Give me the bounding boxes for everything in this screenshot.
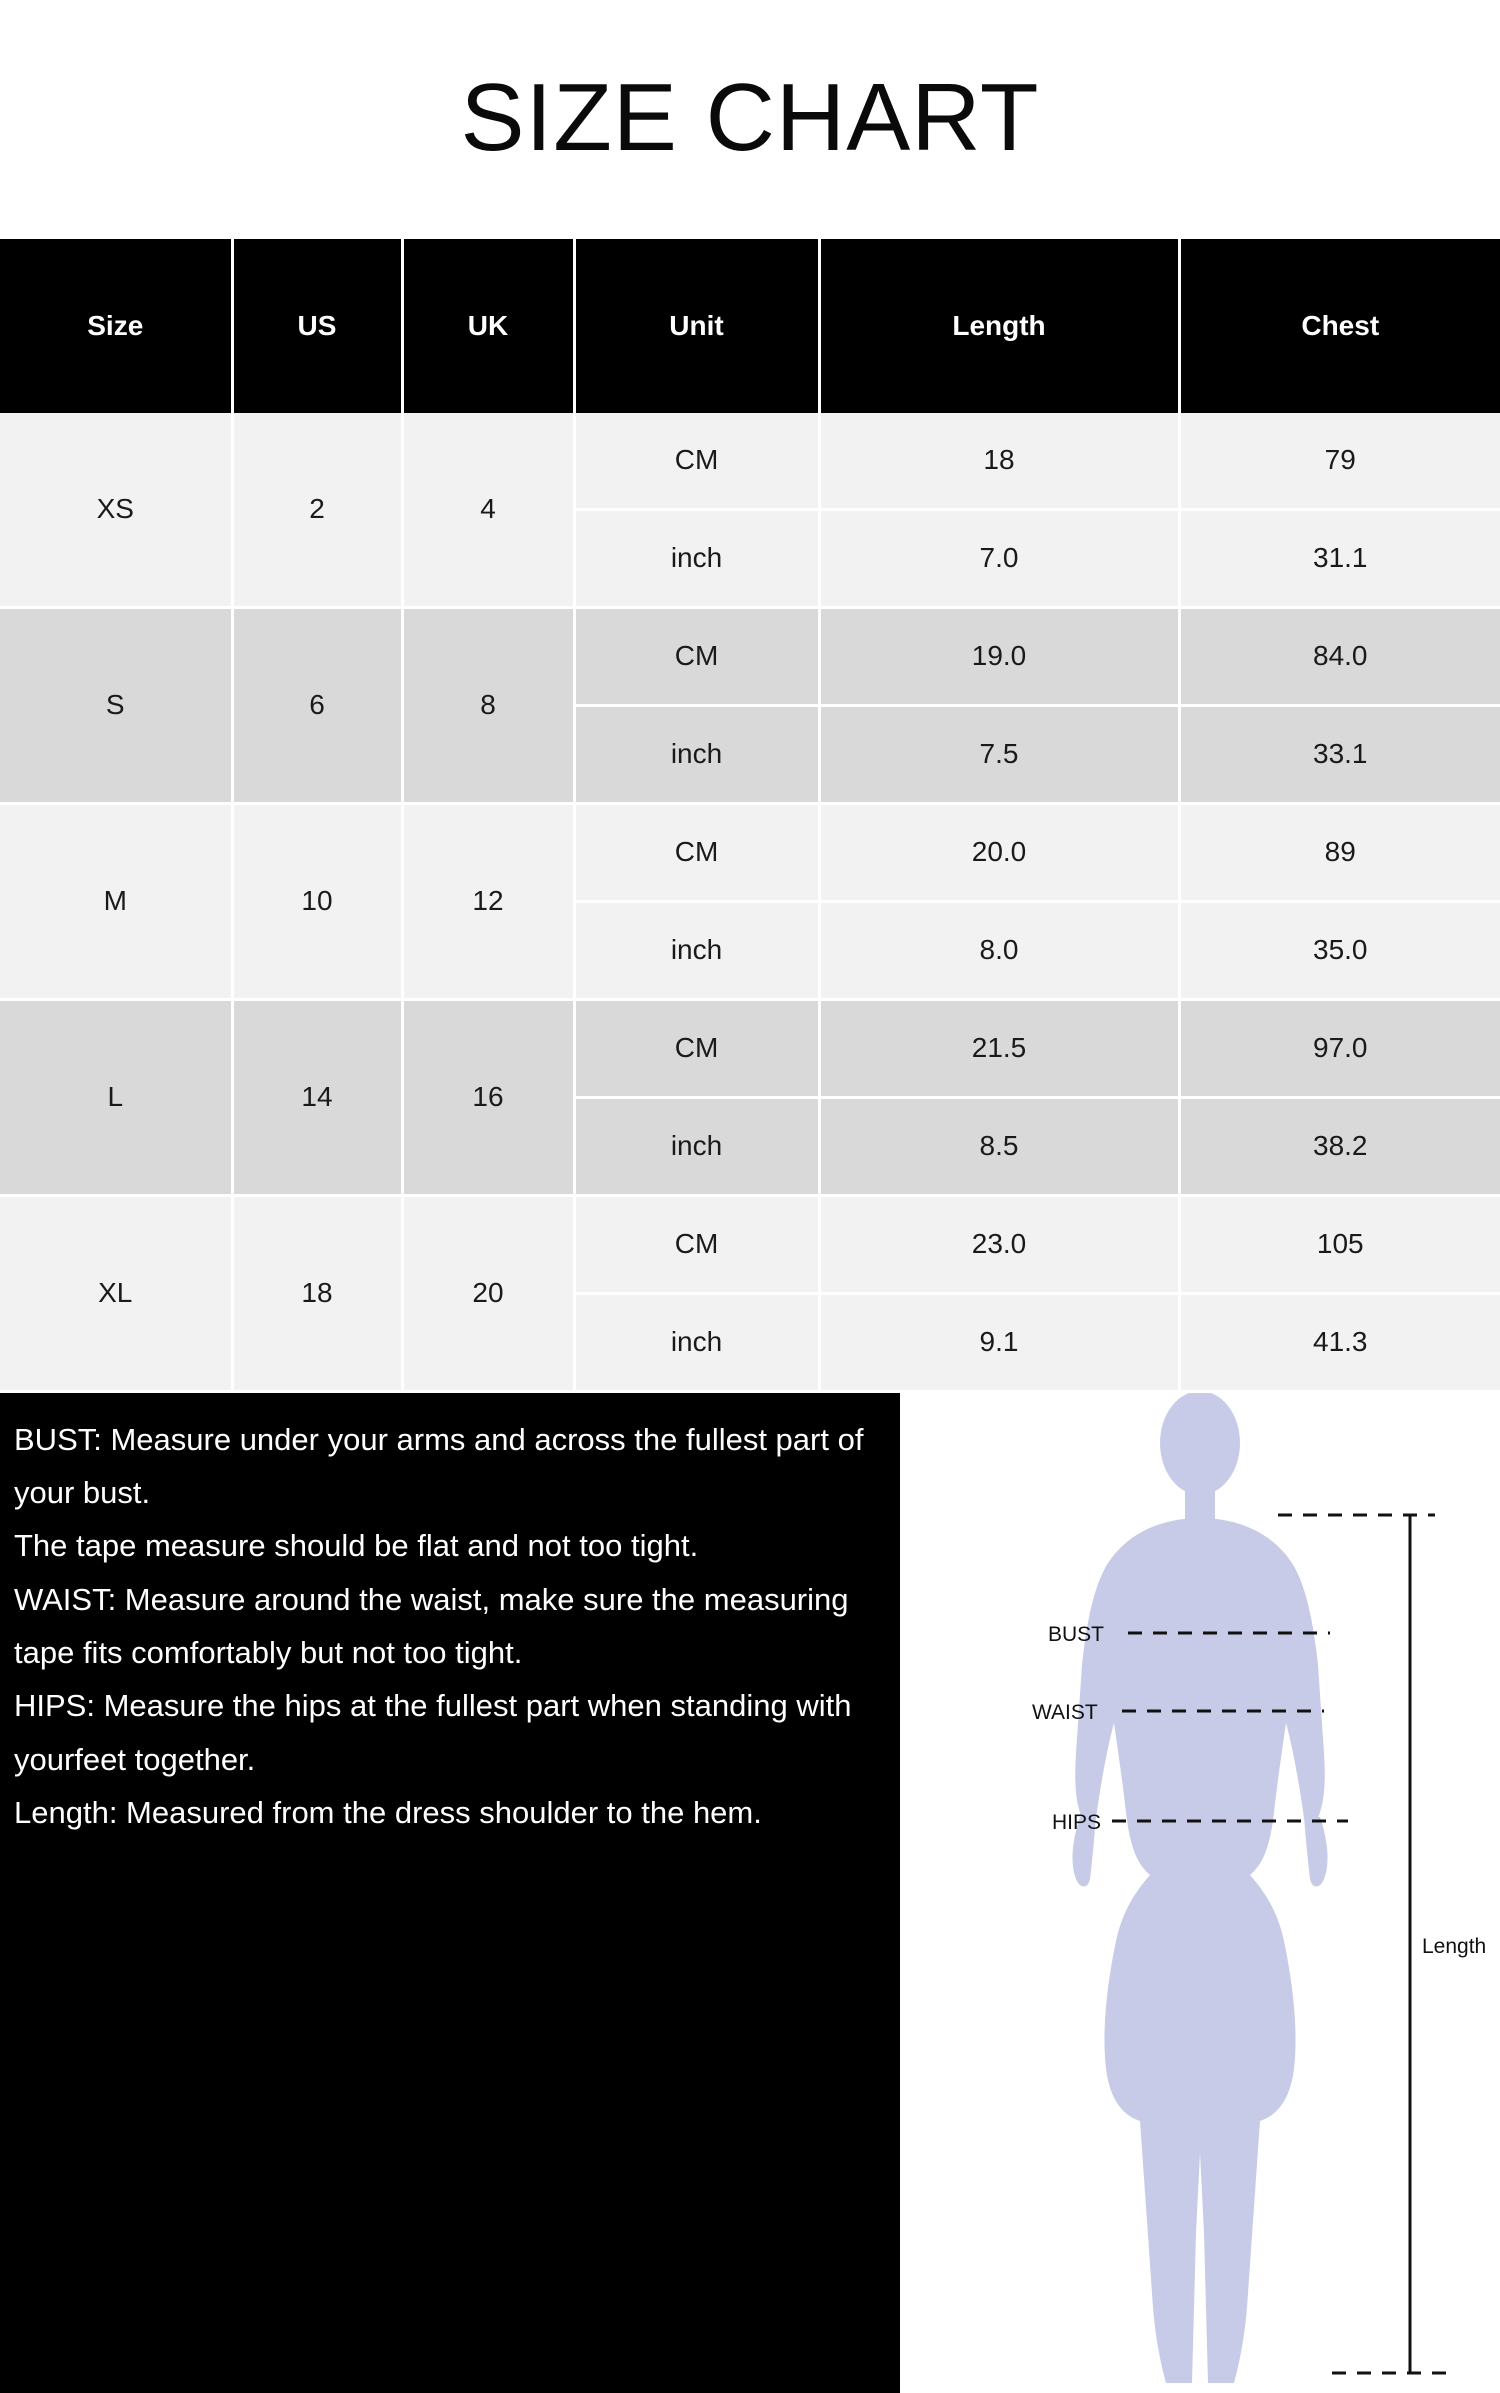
cell-length: 8.5 xyxy=(819,1097,1179,1195)
measurement-instructions xyxy=(0,1393,900,2393)
instruction-tape: The tape measure should be flat and not too tight. xyxy=(14,1528,699,1564)
table-row xyxy=(0,999,1500,1097)
cell-length: 21.5 xyxy=(819,999,1179,1097)
cell-chest: 97.0 xyxy=(1179,999,1500,1097)
cell-length: 7.0 xyxy=(819,509,1179,607)
cell-length: 8.0 xyxy=(819,901,1179,999)
female-silhouette-icon xyxy=(1073,1393,1328,2383)
cell-us: 10 xyxy=(232,803,402,999)
table-row xyxy=(0,607,1500,705)
cell-uk: 8 xyxy=(402,607,574,803)
instruction-waist: WAIST: Measure around the waist, make sure the measuring tape fits comfortably but not too tight. xyxy=(14,1581,849,1670)
size-chart-table xyxy=(0,239,1500,1393)
cell-uk: 20 xyxy=(402,1195,574,1391)
cell-us: 2 xyxy=(232,413,402,608)
table-row xyxy=(0,413,1500,510)
cell-chest: 79 xyxy=(1179,413,1500,510)
cell-size: XL xyxy=(0,1195,232,1391)
cell-unit: CM xyxy=(574,999,819,1097)
cell-uk: 12 xyxy=(402,803,574,999)
column-header-length: Length xyxy=(819,239,1179,413)
instruction-bust: BUST: Measure under your arms and across the fullest part of your bust. xyxy=(14,1421,864,1510)
cell-unit: CM xyxy=(574,803,819,901)
cell-size: S xyxy=(0,607,232,803)
cell-chest: 89 xyxy=(1179,803,1500,901)
size-chart-page xyxy=(0,64,1500,2064)
cell-unit: inch xyxy=(574,901,819,999)
cell-length: 9.1 xyxy=(819,1293,1179,1391)
cell-chest: 35.0 xyxy=(1179,901,1500,999)
label-waist: WAIST xyxy=(1032,1700,1098,1724)
cell-size: XS xyxy=(0,413,232,608)
cell-chest: 33.1 xyxy=(1179,705,1500,803)
label-bust: BUST xyxy=(1048,1622,1105,1646)
cell-unit: inch xyxy=(574,705,819,803)
label-length: Length xyxy=(1422,1934,1487,1958)
body-measurement-figure xyxy=(900,1393,1500,2393)
cell-length: 23.0 xyxy=(819,1195,1179,1293)
label-hips: HIPS xyxy=(1052,1810,1102,1834)
column-header-size: Size xyxy=(0,239,232,413)
column-header-uk: UK xyxy=(402,239,574,413)
cell-us: 18 xyxy=(232,1195,402,1391)
page-title: SIZE CHART xyxy=(460,64,1040,172)
cell-chest: 41.3 xyxy=(1179,1293,1500,1391)
column-header-chest: Chest xyxy=(1179,239,1500,413)
cell-chest: 38.2 xyxy=(1179,1097,1500,1195)
column-header-us: US xyxy=(232,239,402,413)
cell-uk: 4 xyxy=(402,413,574,608)
cell-length: 18 xyxy=(819,413,1179,510)
cell-chest: 105 xyxy=(1179,1195,1500,1293)
table-header-row xyxy=(0,239,1500,413)
instruction-length: Length: Measured from the dress shoulder to the hem. xyxy=(14,1794,762,1830)
table-row xyxy=(0,803,1500,901)
cell-size: M xyxy=(0,803,232,999)
cell-unit: CM xyxy=(574,607,819,705)
instruction-hips: HIPS: Measure the hips at the fullest part when standing with yourfeet together. xyxy=(14,1688,852,1777)
bottom-section xyxy=(0,1393,1500,2393)
cell-us: 6 xyxy=(232,607,402,803)
cell-us: 14 xyxy=(232,999,402,1195)
cell-size: L xyxy=(0,999,232,1195)
cell-uk: 16 xyxy=(402,999,574,1195)
cell-length: 7.5 xyxy=(819,705,1179,803)
cell-length: 19.0 xyxy=(819,607,1179,705)
cell-unit: CM xyxy=(574,413,819,510)
table-row xyxy=(0,1195,1500,1293)
cell-unit: inch xyxy=(574,509,819,607)
cell-unit: inch xyxy=(574,1097,819,1195)
cell-chest: 31.1 xyxy=(1179,509,1500,607)
cell-unit: inch xyxy=(574,1293,819,1391)
cell-unit: CM xyxy=(574,1195,819,1293)
cell-chest: 84.0 xyxy=(1179,607,1500,705)
column-header-unit: Unit xyxy=(574,239,819,413)
cell-length: 20.0 xyxy=(819,803,1179,901)
